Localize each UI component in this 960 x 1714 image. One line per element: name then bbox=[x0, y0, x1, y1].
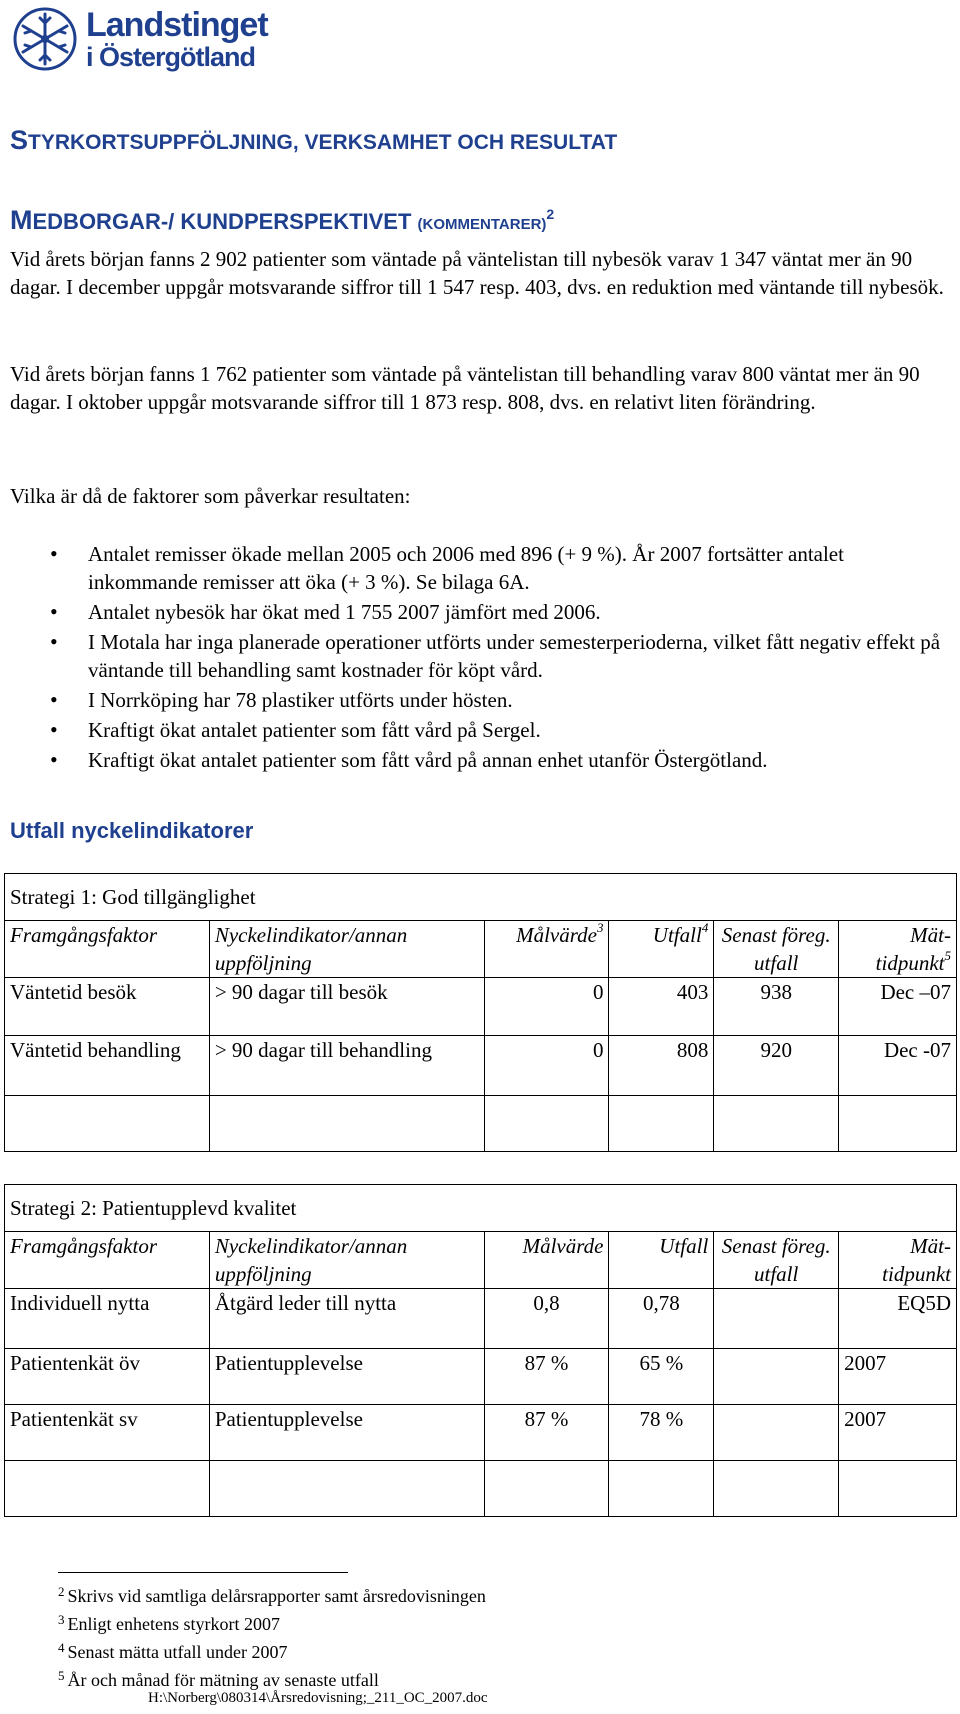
col-header-time: Mät-tidpunkt$^5$ bbox=[839, 921, 957, 978]
perspective-heading: MEDBORGAR-/ KUNDPERSPEKTIVET (KOMMENTARER)$^2$ bbox=[10, 205, 555, 235]
col-header-indicator: Nyckelindikator/annan uppföljning bbox=[209, 921, 484, 978]
strategy-label: Strategi 1: God tillgänglighet bbox=[5, 874, 957, 921]
table-row: Patientenkät öv Patientupplevelse 87 % 65 % 2007 bbox=[5, 1349, 957, 1405]
paragraph-nybesok: Vid årets början fanns 2 902 patienter som väntade på väntelistan till nybesök varav 1 347 väntat mer än 90 dagar. I december uppgår motsvarande siffror till 1 547 resp. 403, dvs. en reduktion med väntande till nybesök. bbox=[10, 247, 944, 299]
table-empty-row bbox=[5, 1096, 957, 1152]
col-header-factor: Framgångsfaktor bbox=[5, 1232, 210, 1289]
table-row: Patientenkät sv Patientupplevelse 87 % 78 % 2007 bbox=[5, 1405, 957, 1461]
table-header-row bbox=[5, 1232, 957, 1289]
list-item: • Kraftigt ökat antalet patienter som fått vård på Sergel. bbox=[50, 716, 950, 744]
paragraph-factors-intro: Vilka är då de faktorer som påverkar resultaten: bbox=[10, 484, 411, 508]
paragraph-behandling: Vid årets början fanns 1 762 patienter som väntade på väntelistan till behandling varav 800 väntat mer än 90 dagar. I oktober uppgår motsvarande siffror till 1 873 resp. 808, dvs. en relativt liten förändring. bbox=[10, 362, 920, 414]
footnotes bbox=[58, 1580, 486, 1692]
logo-text bbox=[86, 5, 268, 72]
list-item: • I Motala har inga planerade operationer utförts under semesterperioderna, vilket fått negativ effekt på väntande till behandling samt kostnader för köpt vård. bbox=[50, 628, 950, 684]
col-header-latest: Senast föreg. utfall bbox=[714, 1232, 839, 1289]
page-title: STYRKORTSUPPFÖLJNING, VERKSAMHET OCH RESULTAT bbox=[10, 125, 618, 155]
col-header-time: Mät-tidpunkt bbox=[839, 1232, 957, 1289]
footnote: $^2$ Skrivs vid samtliga delårsrapporter samt årsredovisningen bbox=[58, 1584, 486, 1606]
footnote-ref: 2 bbox=[546, 206, 555, 222]
factor-list bbox=[50, 540, 950, 776]
snowflake-emblem-icon bbox=[12, 6, 78, 72]
table-row: Väntetid besök > 90 dagar till besök 0 403 938 Dec –07 bbox=[5, 978, 957, 1036]
logo-line-1: Landstinget bbox=[86, 5, 268, 44]
kpi-table-strategy-2 bbox=[4, 1184, 957, 1517]
list-item: • Kraftigt ökat antalet patienter som fått vård på annan enhet utanför Östergötland. bbox=[50, 746, 950, 774]
list-item: • Antalet nybesök har ökat med 1 755 2007 jämfört med 2006. bbox=[50, 598, 950, 626]
col-header-outcome: Utfall$^4$ bbox=[609, 921, 714, 978]
footnote: $^3$ Enligt enhetens styrkort 2007 bbox=[58, 1612, 280, 1634]
table-strategy-row bbox=[5, 1185, 957, 1232]
table-header-row bbox=[5, 921, 957, 978]
col-header-latest: Senast föreg. utfall bbox=[714, 921, 839, 978]
logo bbox=[12, 4, 302, 74]
footnote: $^4$ Senast mätta utfall under 2007 bbox=[58, 1640, 288, 1662]
footnote-divider bbox=[58, 1572, 348, 1573]
table-empty-row bbox=[5, 1461, 957, 1517]
list-item: • Antalet remisser ökade mellan 2005 och 2006 med 896 (+ 9 %). År 2007 fortsätter antalet inkommande remisser att öka (+ 3 %). Se bilaga 6A. bbox=[50, 540, 950, 596]
col-header-target: Målvärde$^3$ bbox=[484, 921, 609, 978]
strategy-label: Strategi 2: Patientupplevd kvalitet bbox=[5, 1185, 957, 1232]
col-header-target: Målvärde bbox=[484, 1232, 609, 1289]
table-row: Individuell nytta Åtgärd leder till nytta 0,8 0,78 EQ5D bbox=[5, 1289, 957, 1349]
list-item: • I Norrköping har 78 plastiker utförts under hösten. bbox=[50, 686, 950, 714]
indicators-heading: Utfall nyckelindikatorer bbox=[10, 818, 254, 843]
col-header-factor: Framgångsfaktor bbox=[5, 921, 210, 978]
table-strategy-row bbox=[5, 874, 957, 921]
kpi-table-strategy-1 bbox=[4, 873, 957, 1152]
footnote: $^5$ År och månad för mätning av senaste utfall bbox=[58, 1668, 379, 1690]
file-path: H:\Norberg\080314\Årsredovisning;_211_OC_2007.doc bbox=[148, 1690, 488, 1706]
col-header-outcome: Utfall bbox=[609, 1232, 714, 1289]
col-header-indicator: Nyckelindikator/annan uppföljning bbox=[209, 1232, 484, 1289]
logo-line-2: i Östergötland bbox=[86, 41, 256, 72]
table-row: Väntetid behandling > 90 dagar till behandling 0 808 920 Dec -07 bbox=[5, 1036, 957, 1096]
